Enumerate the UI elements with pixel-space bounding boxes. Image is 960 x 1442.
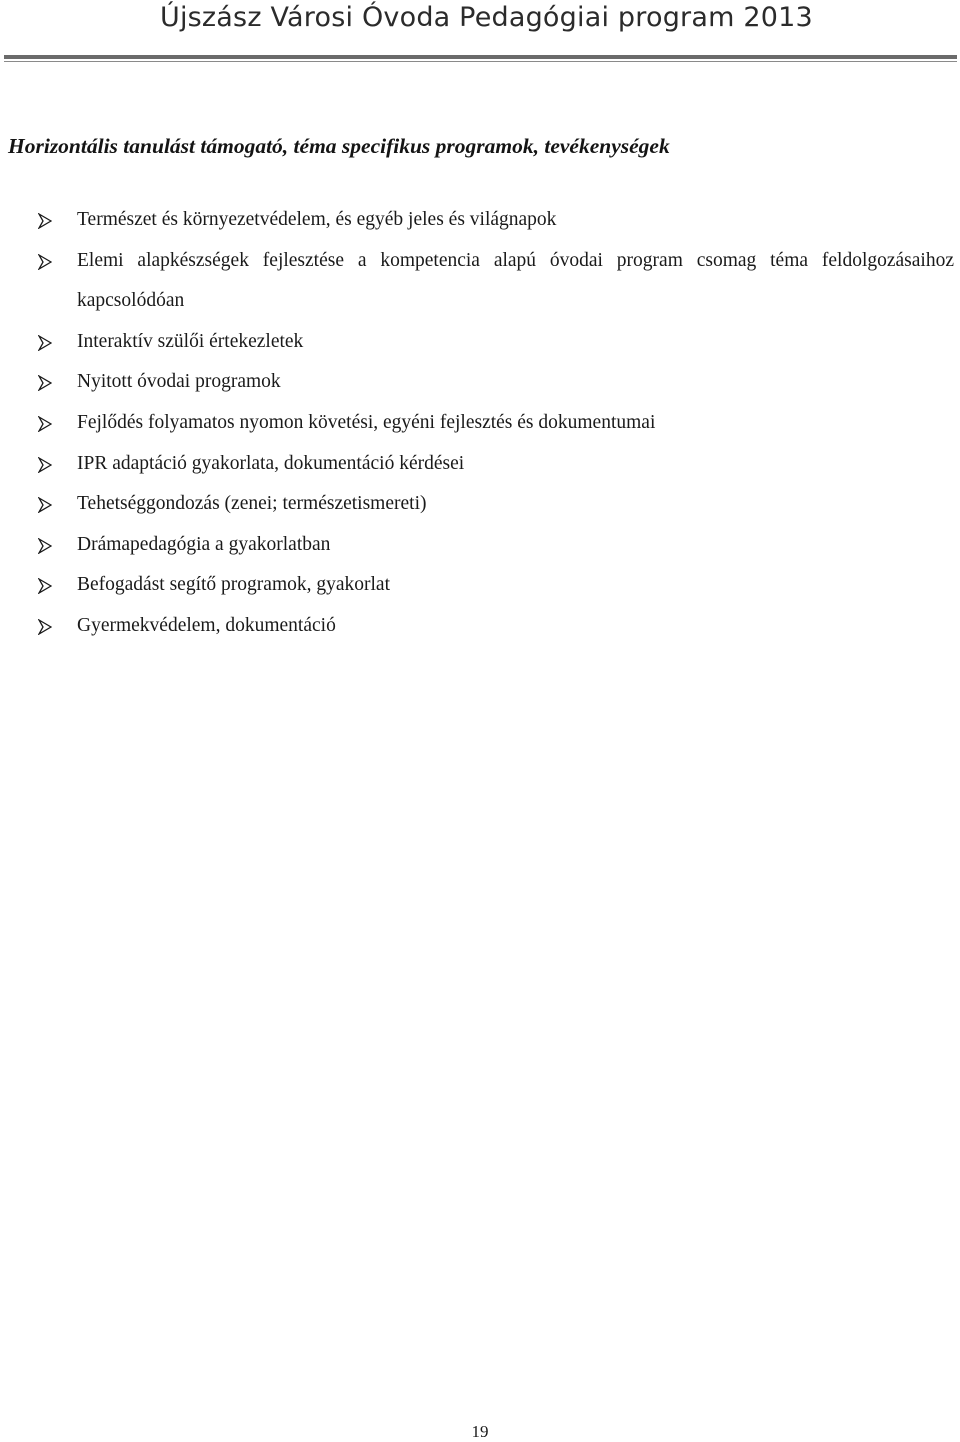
list-item-text: Interaktív szülői értekezletek (77, 330, 304, 352)
list-item-text: Elemi alapkészségek fejlesztése a kompetencia alapú óvodai program csomag téma feldolgozásaihoz kapcsolódóan (77, 249, 954, 312)
header-title: Újszász Városi Óvoda Pedagógiai program 2013 (160, 2, 813, 33)
arrow-bullet-icon (38, 619, 52, 635)
bullet-list (0, 200, 960, 647)
list-item-text: Befogadást segítő programok, gyakorlat (77, 574, 390, 596)
list-item-text: Tehetséggondozás (zenei; természetismereti) (77, 493, 427, 515)
header-rule (4, 55, 957, 59)
arrow-bullet-icon (38, 335, 52, 351)
list-item (0, 484, 960, 525)
page-header (0, 0, 960, 70)
list-item-text: Természet és környezetvédelem, és egyéb jeles és világnapok (77, 209, 557, 230)
arrow-bullet-icon (38, 254, 52, 270)
list-item (0, 525, 960, 566)
list-item (0, 362, 960, 403)
arrow-bullet-icon (38, 416, 52, 432)
arrow-bullet-icon (38, 375, 52, 391)
list-item-text: Nyitott óvodai programok (77, 371, 281, 393)
header-rule-thin (4, 61, 957, 62)
arrow-bullet-icon (38, 213, 52, 229)
section-heading: Horizontális tanulást támogató, téma specifikus programok, tevékenységek (8, 134, 670, 158)
list-item (0, 606, 960, 647)
list-item (0, 444, 960, 485)
list-item (0, 200, 960, 241)
list-item (0, 565, 960, 606)
arrow-bullet-icon (38, 578, 52, 594)
page-number: 19 (471, 1422, 489, 1441)
list-item (0, 403, 960, 444)
list-item-text: IPR adaptáció gyakorlata, dokumentáció kérdései (77, 452, 465, 474)
list-item (0, 322, 960, 363)
arrow-bullet-icon (38, 497, 52, 513)
arrow-bullet-icon (38, 457, 52, 473)
list-item-text: Fejlődés folyamatos nyomon követési, egyéni fejlesztés és dokumentumai (77, 411, 656, 433)
list-item (0, 241, 960, 322)
arrow-bullet-icon (38, 538, 52, 554)
list-item-text: Gyermekvédelem, dokumentáció (77, 614, 336, 636)
list-item-text: Drámapedagógia a gyakorlatban (77, 533, 331, 555)
